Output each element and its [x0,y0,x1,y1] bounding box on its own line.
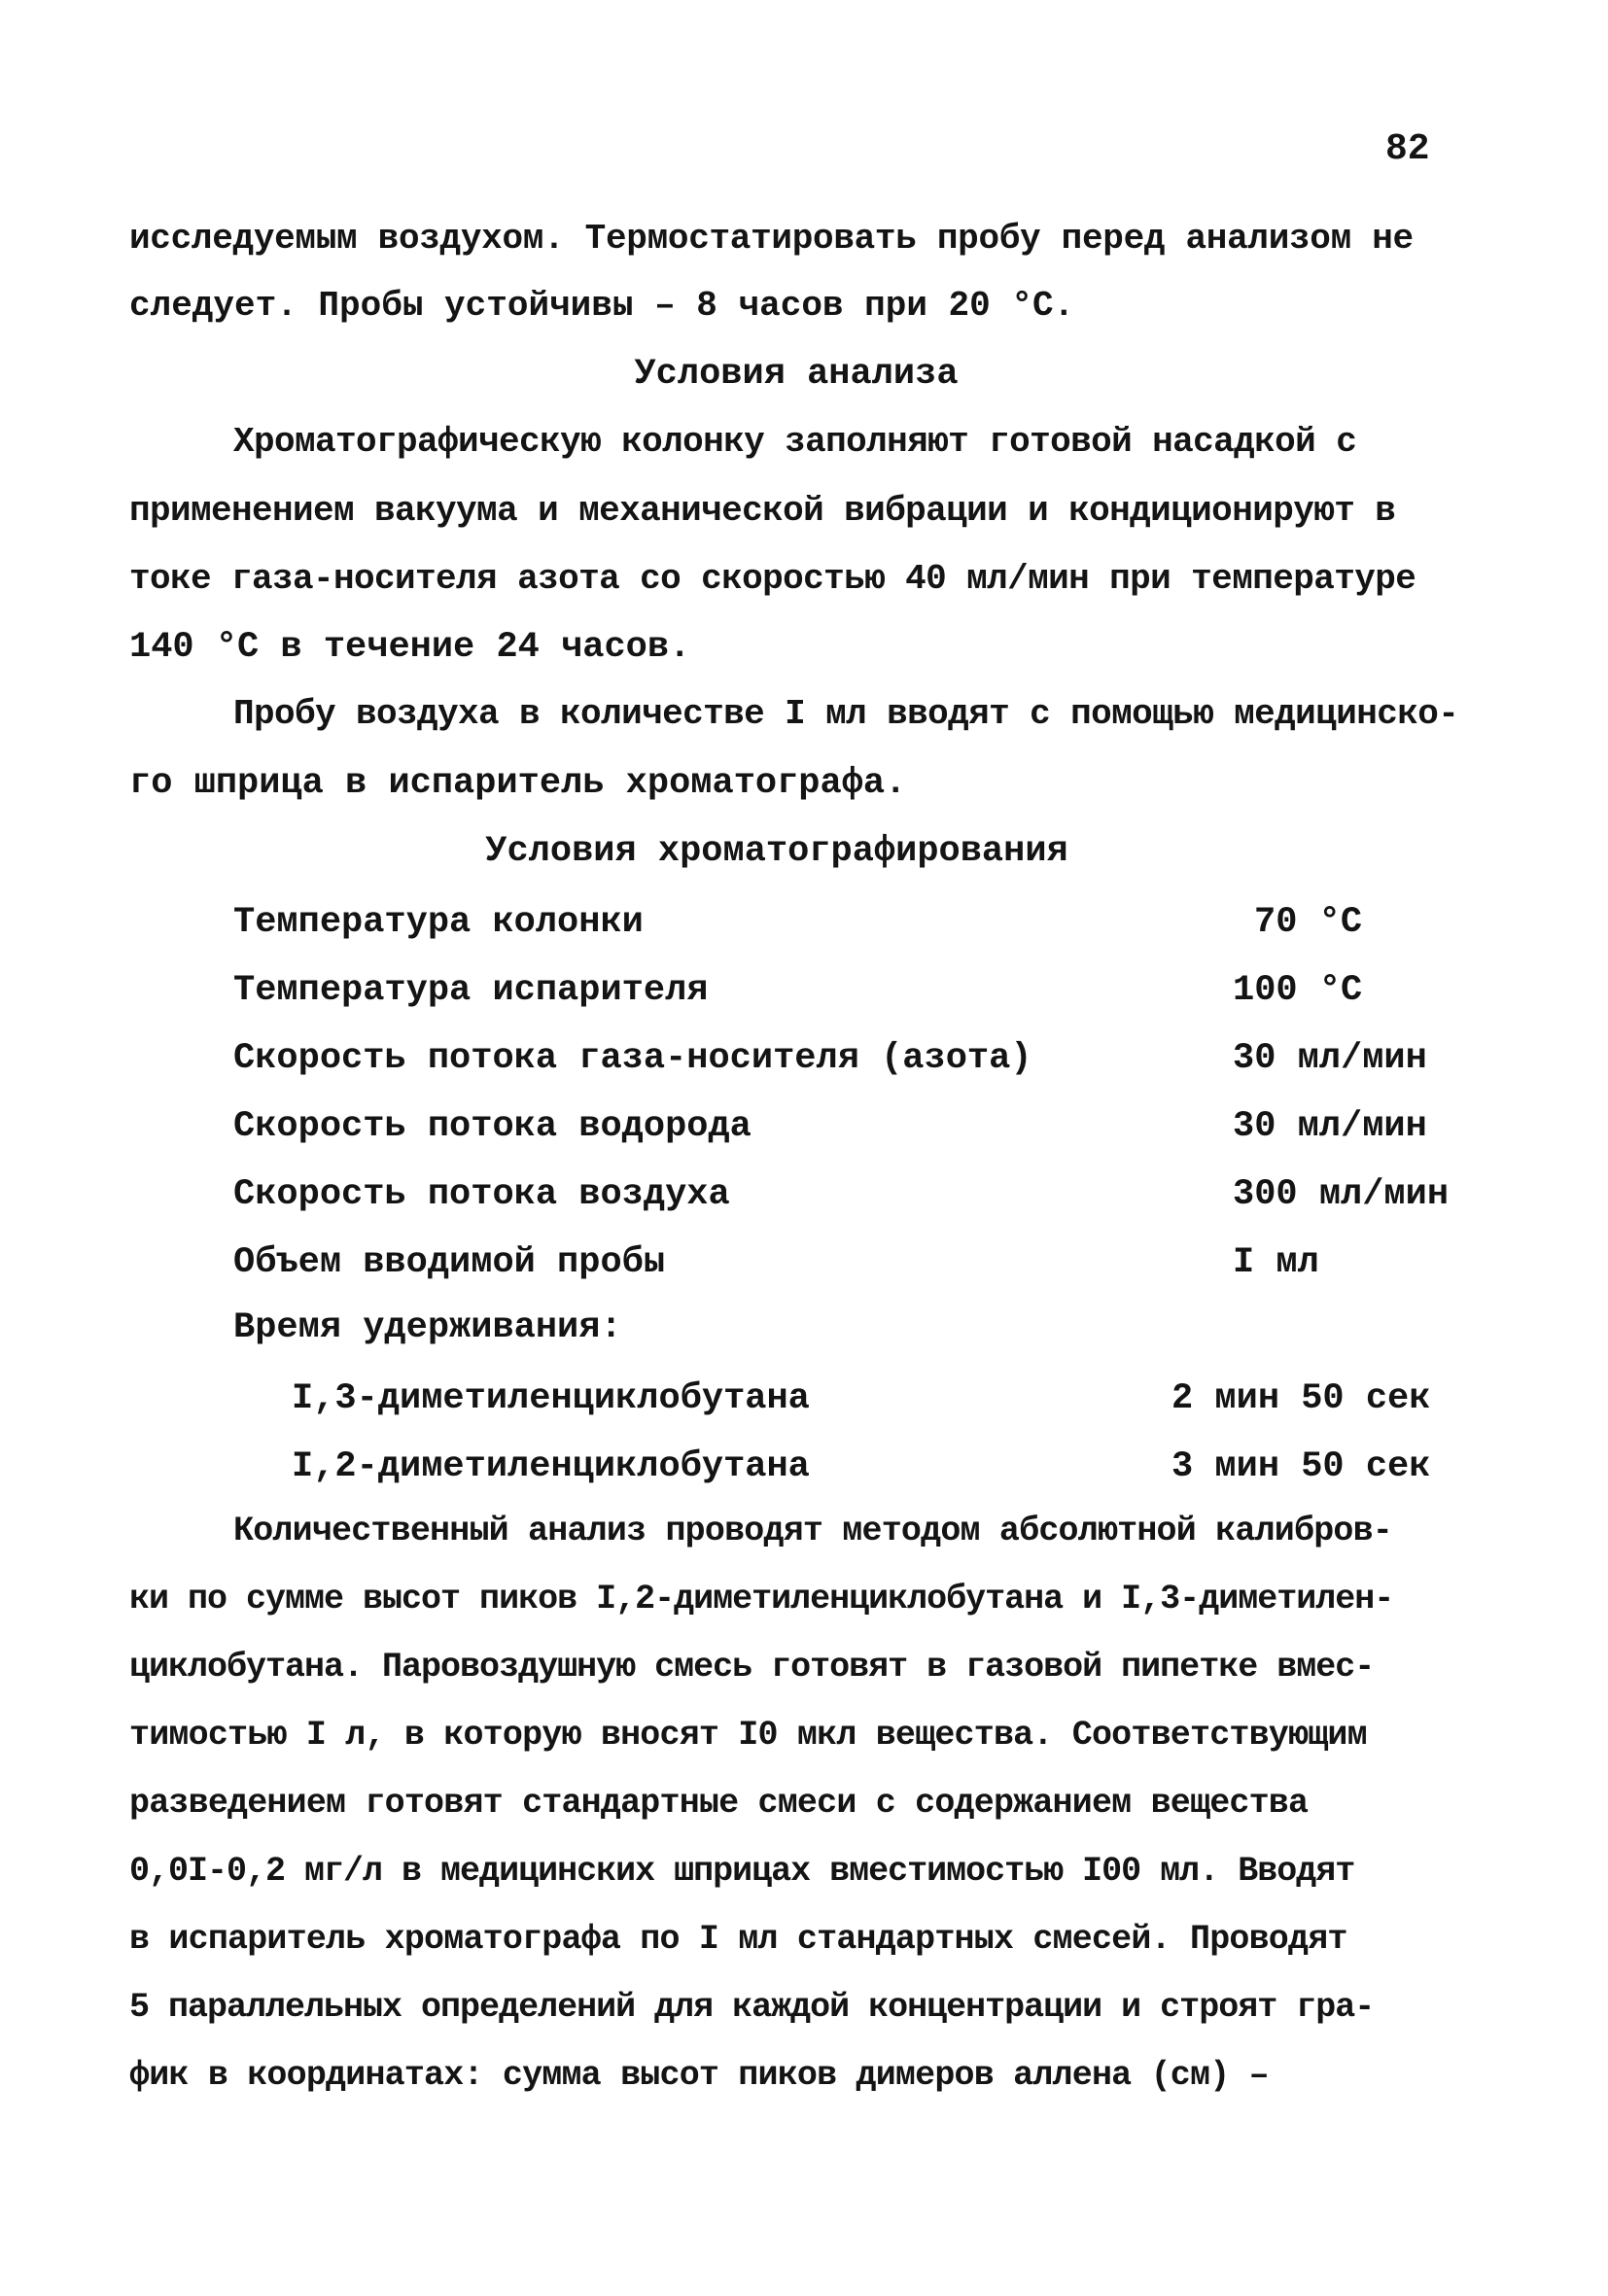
heading-analysis-conditions: Условия анализа [634,354,959,395]
retention-value: 3 мин 50 сек [1171,1446,1431,1487]
condition-row [0,1174,1608,1217]
quant-paragraph-line-3: циклобутана. Паровоздушную смесь готовят в газовой пипетке вмес- [129,1648,1375,1687]
condition-label: Объем вводимой пробы [233,1242,666,1283]
sample-paragraph-line-1: Пробу воздуха в количестве I мл вводят с помощью медицинско- [233,694,1459,734]
condition-row [0,1242,1608,1285]
condition-row [0,902,1608,945]
condition-label: Температура испарителя [233,970,709,1011]
condition-label: Скорость потока газа-носителя (азота) [233,1038,1032,1079]
quant-paragraph-line-6: 0,0I-0,2 мг/л в медицинских шприцах вместимостью I00 мл. Вводят [129,1852,1355,1891]
column-paragraph-line-3: токе газа-носителя азота со скоростью 40 мл/мин при температуре [129,559,1416,599]
retention-value: 2 мин 50 сек [1171,1378,1431,1419]
condition-value: 30 мл/мин [1233,1038,1427,1079]
column-paragraph-line-1: Хроматографическую колонку заполняют готовой насадкой с [233,422,1357,462]
retention-label: I,2-диметиленциклобутана [292,1446,810,1487]
quant-paragraph-line-7: в испаритель хроматографа по I мл стандартных смесей. Проводят [129,1920,1347,1959]
heading-chromatography-conditions: Условия хроматографирования [485,831,1068,872]
condition-row [0,1106,1608,1149]
retention-heading: Время удерживания: [233,1307,622,1348]
column-paragraph-line-4: 140 °С в течение 24 часов. [129,627,691,668]
condition-value: 100 °С [1233,970,1363,1011]
sample-paragraph-line-2: го шприца в испаритель хроматографа. [129,763,907,804]
quant-paragraph-line-1: Количественный анализ проводят методом абсолютной калибров- [233,1512,1393,1550]
condition-label: Скорость потока воздуха [233,1174,730,1215]
condition-value: 300 мл/мин [1233,1174,1450,1215]
column-paragraph-line-2: применением вакуума и механической вибрации и кондиционируют в [129,491,1396,531]
condition-row [0,1038,1608,1081]
retention-row [0,1446,1608,1489]
quant-paragraph-line-8: 5 параллельных определений для каждой концентрации и строят гра- [129,1988,1375,2027]
condition-label: Температура колонки [233,902,644,943]
intro-line-2: следует. Пробы устойчивы – 8 часов при 20 °С. [129,286,1075,326]
quant-paragraph-line-4: тимостью I л, в которую вносят I0 мкл вещества. Соответствующим [129,1716,1367,1755]
condition-value: I мл [1233,1242,1319,1283]
condition-label: Скорость потока водорода [233,1106,752,1147]
retention-row [0,1378,1608,1421]
quant-paragraph-line-2: ки по сумме высот пиков I,2-диметиленциклобутана и I,3-диметилен- [129,1580,1394,1618]
quant-paragraph-line-9: фик в координатах: сумма высот пиков димеров аллена (см) – [129,2056,1269,2095]
quant-paragraph-line-5: разведением готовят стандартные смеси с содержанием вещества [129,1784,1309,1823]
condition-value: 70 °С [1254,902,1363,943]
condition-row [0,970,1608,1013]
retention-label: I,3-диметиленциклобутана [292,1378,810,1419]
condition-value: 30 мл/мин [1233,1106,1427,1147]
page-number: 82 [1385,128,1430,170]
intro-line-1: исследуемым воздухом. Термостатировать пробу перед анализом не [129,219,1414,259]
